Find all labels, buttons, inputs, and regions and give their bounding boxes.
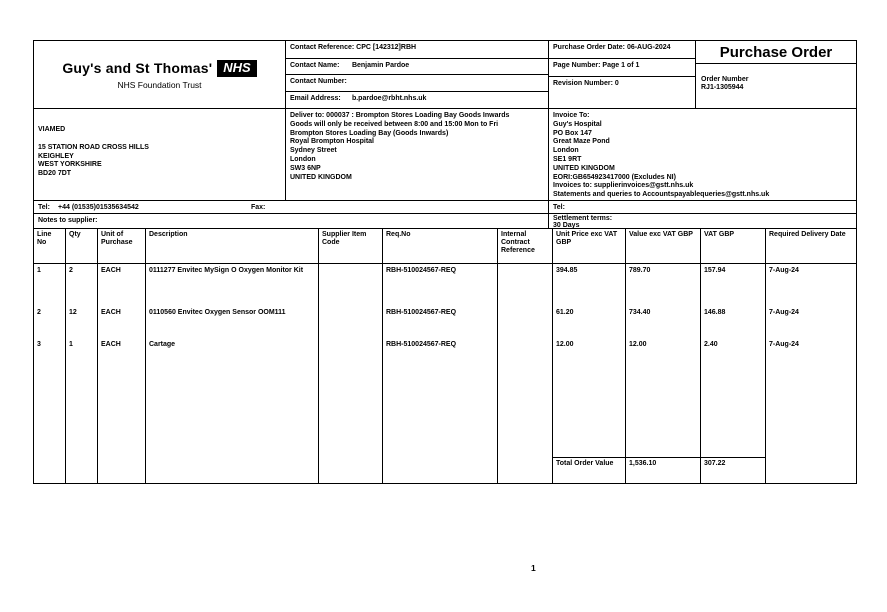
deliver-to-block (286, 109, 549, 200)
supplier-address-line: BD20 7DT (38, 170, 72, 178)
invoice-tel-label: Tel: (553, 204, 565, 211)
col-header-vat: VAT GBP (701, 229, 766, 263)
line-items-header (34, 229, 856, 264)
cell-delivery-date: 7-Aug-24 (769, 267, 799, 274)
contact-name-label: Contact Name: (290, 61, 340, 69)
col-header-line-no: Line No (34, 229, 66, 263)
cell-supplier-item (319, 306, 383, 338)
contact-reference-value: CPC [142312]RBH (356, 44, 417, 51)
contact-name-value: Benjamin Pardoe (351, 61, 410, 69)
line-items-body (34, 264, 856, 457)
page-number-value: Page 1 of 1 (602, 62, 640, 69)
invoice-to-line: London (553, 147, 579, 155)
invoice-to-line: Guy's Hospital (553, 120, 602, 128)
deliver-to-line: SW3 6NP (290, 164, 321, 172)
revision-number-row (549, 77, 695, 109)
purchase-order-document (33, 40, 857, 484)
cell-line-no: 3 (34, 338, 66, 457)
settlement-terms-label: Settlement terms: (553, 215, 613, 222)
invoice-to-line: EORI:GB654923417000 (Excludes NI) (553, 173, 676, 181)
total-band (34, 457, 856, 483)
cell-qty: 1 (66, 338, 98, 457)
cell-description: 0111277 Envitec MySign O Oxygen Monitor Kit (146, 264, 319, 306)
invoice-to-line: SE1 9RT (553, 155, 582, 163)
header-band (34, 41, 856, 109)
order-number-label: Order Number (701, 75, 749, 83)
notes-band (34, 214, 856, 229)
col-header-internal-contract: Internal Contract Reference (498, 229, 553, 263)
cell-unit-price: 394.85 (553, 264, 626, 306)
col-header-req-no: Req.No (383, 229, 498, 263)
deliver-to-line: UNITED KINGDOM (290, 173, 352, 181)
invoice-to-line: Statements and queries to Accountspayablequeries@gstt.nhs.uk (553, 191, 770, 199)
settlement-terms-value: 30 Days (553, 222, 580, 230)
contact-number-row (286, 74, 548, 91)
col-header-unit: Unit of Purchase (98, 229, 146, 263)
invoice-to-line: PO Box 147 (553, 129, 592, 137)
cell-qty: 2 (66, 264, 98, 306)
cell-vat: 146.88 (701, 306, 766, 338)
cell-unit: EACH (98, 306, 146, 338)
invoice-to-line: Great Maze Pond (553, 138, 610, 146)
order-number-block (696, 64, 856, 108)
cell-unit: EACH (98, 264, 146, 306)
document-title: Purchase Order (696, 41, 856, 64)
cell-unit: EACH (98, 338, 146, 457)
trust-subtitle: NHS Foundation Trust (117, 79, 202, 90)
po-date-label: Purchase Order Date: (553, 44, 625, 51)
revision-number-value: 0 (614, 80, 619, 87)
col-header-supplier-item: Supplier Item Code (319, 229, 383, 263)
cell-unit-price: 12.00 (553, 338, 626, 457)
order-meta-block (549, 41, 856, 108)
contact-email-label: Email Address: (290, 95, 341, 103)
supplier-fax-label: Fax: (251, 204, 266, 211)
contact-block (286, 41, 549, 108)
page-number-label: Page Number: (553, 62, 601, 69)
cell-delivery-date: 7-Aug-24 (769, 309, 799, 316)
footer-page-number: 1 (531, 563, 536, 573)
deliver-to-line: Goods will only be received between 8:00 and 15:00 Mon to Fri (290, 120, 499, 128)
deliver-to-line: London (290, 155, 316, 163)
cell-value-exc-vat: 734.40 (626, 306, 701, 338)
col-header-delivery-date: Required Delivery Date (769, 231, 846, 238)
total-value-exc-vat: 1,536.10 (626, 457, 701, 483)
cell-description: 0110560 Envitec Oxygen Sensor OOM111 (146, 306, 319, 338)
cell-internal-contract (498, 338, 553, 457)
total-order-value-label: Total Order Value (553, 457, 626, 483)
invoice-to-line: UNITED KINGDOM (553, 164, 615, 172)
deliver-to-line: Brompton Stores Loading Bay (Goods Inwards) (290, 129, 449, 137)
cell-internal-contract (498, 306, 553, 338)
cell-unit-price: 61.20 (553, 306, 626, 338)
trust-logo-block (34, 41, 286, 108)
trust-name: Guy's and St Thomas' (62, 60, 213, 76)
cell-line-no: 2 (34, 306, 66, 338)
cell-req-no: RBH-510024567-REQ (383, 306, 498, 338)
cell-delivery-date: 7-Aug-24 (769, 341, 799, 348)
invoice-to-line: Invoice To: (553, 112, 590, 119)
po-date-row (549, 41, 695, 59)
cell-value-exc-vat: 12.00 (626, 338, 701, 457)
cell-line-no: 1 (34, 264, 66, 306)
cell-vat: 2.40 (701, 338, 766, 457)
cell-supplier-item (319, 264, 383, 306)
notes-to-supplier: Notes to supplier: (34, 214, 549, 228)
supplier-address-line: 15 STATION ROAD CROSS HILLS (38, 143, 149, 151)
supplier-tel-value: +44 (01535)01535634542 (58, 204, 139, 211)
deliver-to-line: Deliver to: 000037 : Brompton Stores Loading Bay Goods Inwards (290, 112, 510, 119)
supplier-address-line: KEIGHLEY (38, 152, 74, 160)
invoice-to-block (549, 109, 856, 200)
col-header-description: Description (146, 229, 319, 263)
contact-email-row (286, 91, 548, 108)
cell-description: Cartage (146, 338, 319, 457)
address-band (34, 109, 856, 201)
invoice-tel-row (549, 201, 856, 213)
total-vat: 307.22 (701, 457, 766, 483)
col-header-value-exc-vat: Value exc VAT GBP (626, 229, 701, 263)
cell-value-exc-vat: 789.70 (626, 264, 701, 306)
invoice-to-line: Invoices to: supplierinvoices@gstt.nhs.uk (553, 182, 694, 190)
cell-supplier-item (319, 338, 383, 457)
deliver-to-line: Royal Brompton Hospital (290, 138, 375, 146)
col-header-unit-price: Unit Price exc VAT GBP (553, 229, 626, 263)
contact-email-value: b.pardoe@rbht.nhs.uk (351, 95, 427, 103)
deliver-to-line: Sydney Street (290, 147, 337, 155)
po-date-value: 06-AUG-2024 (626, 44, 671, 51)
revision-number-label: Revision Number: (553, 80, 613, 87)
cell-internal-contract (498, 264, 553, 306)
nhs-logo-icon: NHS (217, 60, 256, 77)
cell-req-no: RBH-510024567-REQ (383, 338, 498, 457)
order-number-value: RJ1-1305944 (701, 84, 744, 92)
settlement-terms-block (549, 214, 856, 228)
supplier-name: VIAMED (38, 126, 66, 133)
supplier-address-block (34, 109, 286, 200)
col-header-qty: Qty (66, 229, 98, 263)
contact-number-label: Contact Number: (290, 78, 347, 86)
page-number-row (549, 59, 695, 77)
contact-reference-row (286, 41, 548, 58)
tel-band (34, 201, 856, 214)
supplier-address-line: WEST YORKSHIRE (38, 161, 102, 169)
contact-name-row (286, 58, 548, 75)
cell-qty: 12 (66, 306, 98, 338)
cell-vat: 157.94 (701, 264, 766, 306)
cell-req-no: RBH-510024567-REQ (383, 264, 498, 306)
supplier-tel-row (34, 201, 549, 213)
supplier-tel-label: Tel: (38, 204, 50, 211)
contact-reference-label: Contact Reference: (290, 44, 355, 51)
